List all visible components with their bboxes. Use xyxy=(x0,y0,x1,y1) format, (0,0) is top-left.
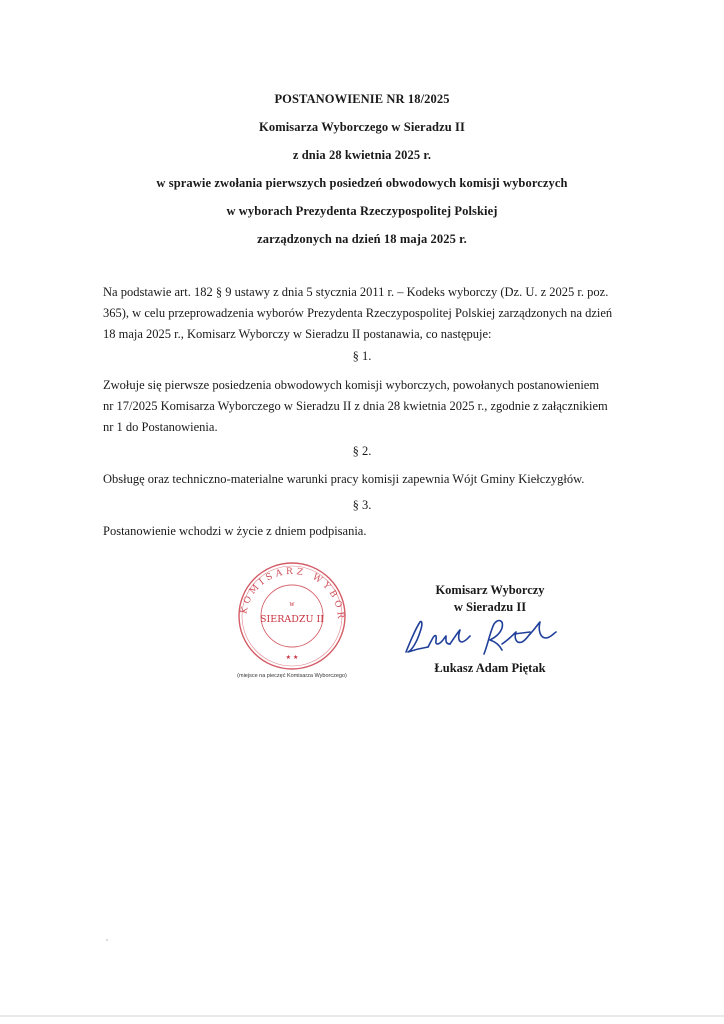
section-3-text xyxy=(103,521,623,542)
section-1-text xyxy=(103,375,623,438)
preamble-line: 18 maja 2025 r., Komisarz Wyborczy w Sieradzu II postanawia, co następuje: xyxy=(103,327,492,341)
preamble-line: Na podstawie art. 182 § 9 ustawy z dnia 5 stycznia 2011 r. – Kodeks wyborczy (Dz. U. z 2025 r. poz. xyxy=(103,285,609,299)
signer-title-line-1: Komisarz Wyborczy xyxy=(435,583,545,597)
official-stamp xyxy=(232,560,352,670)
signer-name: Łukasz Adam Piętak xyxy=(434,661,546,675)
signer-title-line-2: w Sieradzu II xyxy=(453,600,527,614)
section-2-text xyxy=(103,469,623,490)
section-3-line: Postanowienie wchodzi w życie z dniem podpisania. xyxy=(103,524,367,538)
date-line: z dnia 28 kwietnia 2025 r. xyxy=(292,148,432,162)
subject-line-1: w sprawie zwołania pierwszych posiedzeń obwodowych komisji wyborczych xyxy=(156,176,568,190)
document-title: POSTANOWIENIE NR 18/2025 xyxy=(274,92,450,106)
section-3-mark: § 3. xyxy=(352,498,372,512)
section-1-mark: § 1. xyxy=(352,349,372,363)
subject-line-2: w wyborach Prezydenta Rzeczypospolitej Polskiej xyxy=(226,204,498,218)
preamble-paragraph xyxy=(103,282,623,345)
scan-speck xyxy=(106,939,108,941)
subject-line-3: zarządzonych na dzień 18 maja 2025 r. xyxy=(257,232,467,246)
stamp-caption: (miejsce na pieczęć Komisarza Wyborczego) xyxy=(237,673,347,679)
section-1-line: Zwołuje się pierwsze posiedzenia obwodowych komisji wyborczych, powołanych postanowieniem xyxy=(103,378,600,392)
scan-bottom-edge xyxy=(0,1015,724,1017)
signature-icon xyxy=(398,614,568,658)
stamp-seal-icon xyxy=(232,560,352,670)
section-2-line: Obsługę oraz techniczno-materialne warunki pracy komisji zapewnia Wójt Gminy Kiełczygłów. xyxy=(103,472,585,486)
handwritten-signature xyxy=(398,614,568,658)
svg-text:SIERADZU II: SIERADZU II xyxy=(260,614,324,625)
section-1-line: nr 1 do Postanowienia. xyxy=(103,420,218,434)
preamble-line: 365), w celu przeprowadzenia wyborów Prezydenta Rzeczypospolitej Polskiej zarządzonych na dzień xyxy=(103,306,613,320)
svg-text:KOMISARZ WYBORCZY: KOMISARZ WYBOR xyxy=(239,566,346,623)
section-2-mark: § 2. xyxy=(352,444,372,458)
issuer-line: Komisarza Wyborczego w Sieradzu II xyxy=(259,120,465,134)
svg-text:w: w xyxy=(289,601,295,608)
section-1-line: nr 17/2025 Komisarza Wyborczego w Sieradzu II z dnia 28 kwietnia 2025 r., zgodnie z załącznikiem xyxy=(103,399,608,413)
svg-text:★ ★: ★ ★ xyxy=(285,654,299,661)
